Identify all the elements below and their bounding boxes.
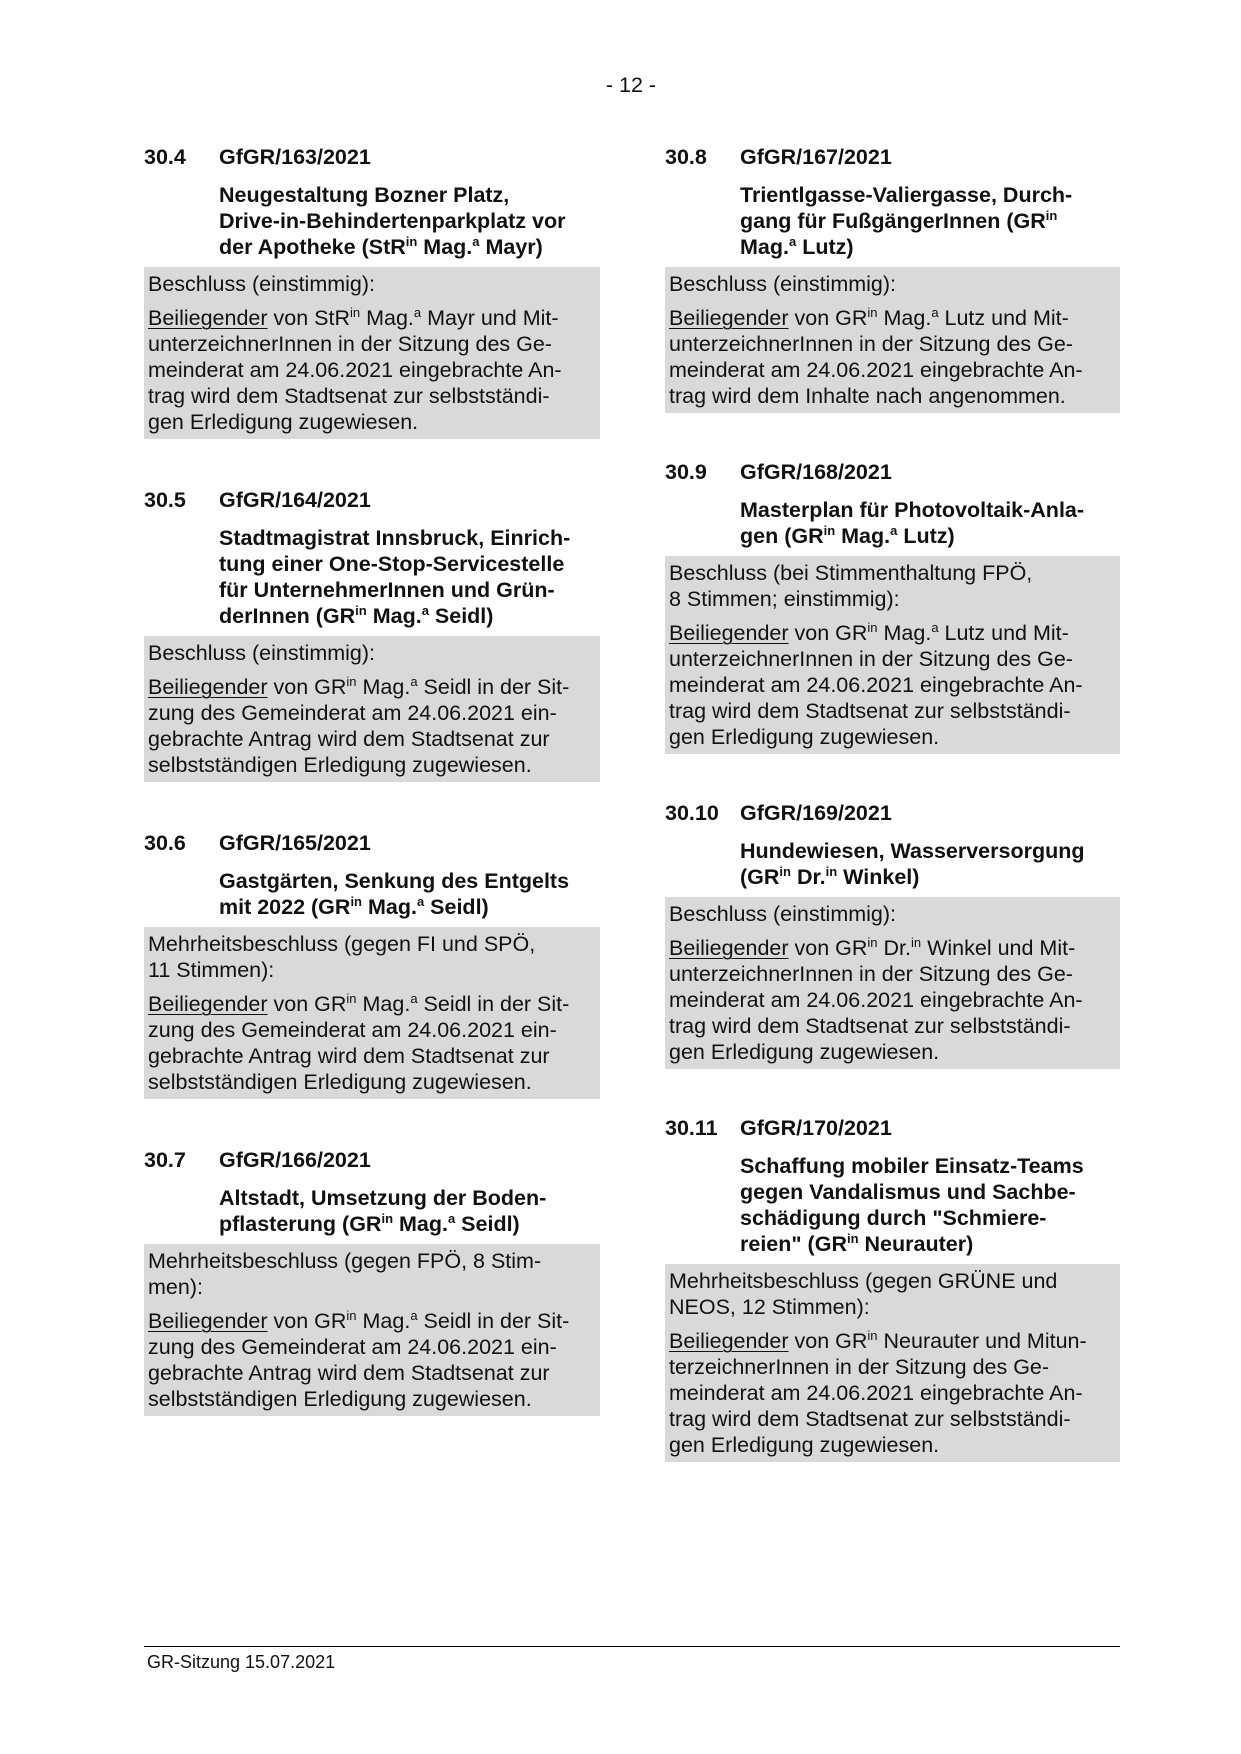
item-number: 30.10 — [665, 801, 719, 825]
agenda-item — [665, 144, 1120, 413]
decision-box — [144, 267, 600, 439]
item-title: Hundewiesen, Wasserversorgung ($GR^{in}$ Dr.$^{in}$ Winkel) — [740, 839, 1085, 889]
item-header — [665, 800, 1120, 826]
decision-label: Mehrheitsbeschluss (gegen FI und SPÖ, 11 Stimmen): — [148, 932, 536, 982]
decision-label: Mehrheitsbeschluss (gegen FPÖ, 8 Stim- men): — [148, 1249, 542, 1299]
decision-label: Beschluss (einstimmig): — [669, 272, 896, 296]
item-code: GfGR/167/2021 — [740, 145, 892, 169]
item-number: 30.11 — [665, 1116, 718, 1140]
decision-text: Beiliegender von $GR^{in}$ Neurauter und Mitun- terzeichnerInnen in der Sitzung des Ge- meinderat am 24.06.2021 eingebrachte An- trag wird dem Stadtsenat zur selbstständi- gen Erledigung zugewiesen. — [669, 1328, 1087, 1457]
agenda-item — [144, 144, 600, 439]
decision-box — [144, 636, 600, 782]
decision-box — [665, 556, 1120, 754]
right-column — [665, 144, 1120, 1462]
decision-box — [665, 1264, 1120, 1462]
item-header — [144, 487, 600, 513]
footer-text: GR-Sitzung 15.07.2021 — [147, 1652, 336, 1672]
decision-lead-word: Beiliegender — [669, 1329, 789, 1353]
item-code: GfGR/170/2021 — [740, 1116, 892, 1140]
item-title: Gastgärten, Senkung des Entgelts mit 2022 ($GR^{in}$ Mag.$^a$ Seidl) — [219, 869, 570, 919]
left-column — [144, 144, 600, 1416]
item-number: 30.7 — [144, 1148, 186, 1172]
agenda-item — [144, 1147, 600, 1416]
item-header — [665, 1115, 1120, 1141]
decision-lead-word: Beiliegender — [148, 675, 268, 699]
decision-box — [144, 927, 600, 1099]
page-number: - 12 - — [605, 73, 657, 97]
item-title: Stadtmagistrat Innsbruck, Einrich- tung einer One-Stop-Servicestelle für UnternehmerInnen und Grün- derInnen ($GR^{in}$ Mag.$^a$ Seidl) — [219, 526, 571, 628]
decision-label: Beschluss (einstimmig): — [148, 272, 375, 296]
item-header — [144, 830, 600, 856]
agenda-item — [665, 459, 1120, 754]
agenda-item — [144, 487, 600, 782]
decision-box — [665, 267, 1120, 413]
decision-text: Beiliegender von $GR^{in}$ Mag.$^a$ Seidl in der Sit- zung des Gemeinderat am 24.06.2021 ein- gebrachte Antrag wird dem Stadtsenat zur selbstständigen Erledigung zugewiesen. — [148, 1308, 570, 1411]
item-code: GfGR/164/2021 — [219, 488, 371, 512]
decision-label: Beschluss (einstimmig): — [148, 641, 375, 665]
footer-divider — [144, 1646, 1120, 1647]
decision-lead-word: Beiliegender — [669, 936, 789, 960]
decision-box — [665, 897, 1120, 1069]
item-code: GfGR/169/2021 — [740, 801, 892, 825]
item-number: 30.8 — [665, 145, 707, 169]
item-code: GfGR/165/2021 — [219, 831, 371, 855]
decision-label: Beschluss (bei Stimmenthaltung FPÖ, 8 Stimmen; einstimmig): — [669, 561, 1033, 611]
decision-box — [144, 1244, 600, 1416]
agenda-item — [665, 800, 1120, 1069]
decision-lead-word: Beiliegender — [148, 306, 268, 330]
item-title: Trientlgasse-Valiergasse, Durch- gang für FußgängerInnen ($GR^{in}$ Mag.$^a$ Lutz) — [740, 183, 1073, 259]
decision-text: Beiliegender von StR$^{in}$ Mag.$^a$ Mayr und Mit- unterzeichnerInnen in der Sitzung des Ge- meinderat am 24.06.2021 eingebrachte An- trag wird dem Stadtsenat zur selbstständi- gen Erledigung zugewiesen. — [148, 305, 562, 434]
decision-text: Beiliegender von $GR^{in}$ Mag.$^a$ Seidl in der Sit- zung des Gemeinderat am 24.06.2021 ein- gebrachte Antrag wird dem Stadtsenat zur selbstständigen Erledigung zugewiesen. — [148, 674, 570, 777]
item-title: Altstadt, Umsetzung der Boden- pflasterung ($GR^{in}$ Mag.$^a$ Seidl) — [219, 1186, 547, 1236]
decision-lead-word: Beiliegender — [148, 1309, 268, 1333]
item-header — [665, 459, 1120, 485]
decision-label: Mehrheitsbeschluss (gegen GRÜNE und NEOS, 12 Stimmen): — [669, 1269, 1058, 1319]
decision-lead-word: Beiliegender — [148, 992, 268, 1016]
decision-text: Beiliegender von $GR^{in}$ Mag.$^a$ Lutz und Mit- unterzeichnerInnen in der Sitzung des Ge- meinderat am 24.06.2021 eingebrachte An- trag wird dem Stadtsenat zur selbstständi- gen Erledigung zugewiesen. — [669, 620, 1083, 749]
item-code: GfGR/163/2021 — [219, 145, 371, 169]
item-number: 30.6 — [144, 831, 186, 855]
item-number: 30.4 — [144, 145, 186, 169]
item-header — [144, 1147, 600, 1173]
item-number: 30.5 — [144, 488, 186, 512]
item-number: 30.9 — [665, 460, 707, 484]
decision-lead-word: Beiliegender — [669, 306, 789, 330]
item-title: Masterplan für Photovoltaik-Anla- gen ($GR^{in}$ Mag.$^a$ Lutz) — [740, 498, 1085, 548]
agenda-item — [144, 830, 600, 1099]
item-code: GfGR/166/2021 — [219, 1148, 371, 1172]
item-code: GfGR/168/2021 — [740, 460, 892, 484]
item-header — [144, 144, 600, 170]
decision-lead-word: Beiliegender — [669, 621, 789, 645]
decision-label: Beschluss (einstimmig): — [669, 902, 896, 926]
decision-text: Beiliegender von $GR^{in}$ Mag.$^a$ Seidl in der Sit- zung des Gemeinderat am 24.06.2021 ein- gebrachte Antrag wird dem Stadtsenat zur selbstständigen Erledigung zugewiesen. — [148, 991, 570, 1094]
item-title: Schaffung mobiler Einsatz-Teams gegen Vandalismus und Sachbe- schädigung durch "Schmiere- reien" ($GR^{in}$ Neurauter) — [740, 1154, 1084, 1256]
agenda-item — [665, 1115, 1120, 1462]
item-header — [665, 144, 1120, 170]
decision-text: Beiliegender von $GR^{in}$ Mag.$^a$ Lutz und Mit- unterzeichnerInnen in der Sitzung des Ge- meinderat am 24.06.2021 eingebrachte An- trag wird dem Inhalte nach angenommen. — [669, 305, 1083, 408]
decision-text: Beiliegender von $GR^{in}$ Dr.$^{in}$ Winkel und Mit- unterzeichnerInnen in der Sitzung des Ge- meinderat am 24.06.2021 eingebrachte An- trag wird dem Stadtsenat zur selbstständi- gen Erledigung zugewiesen. — [669, 935, 1083, 1064]
item-title: Neugestaltung Bozner Platz, Drive-in-Behindertenparkplatz vor der Apotheke (StR$^{in}$ Mag.$^a$ Mayr) — [219, 183, 566, 259]
